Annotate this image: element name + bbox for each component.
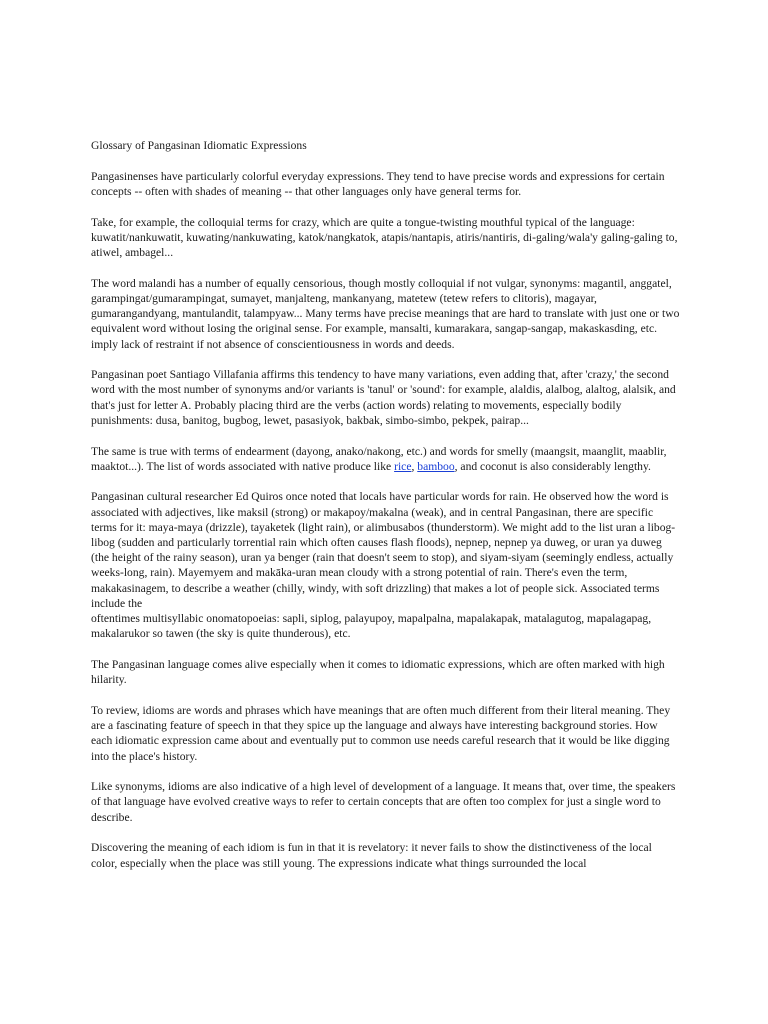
document-body [91,138,681,886]
rice-link[interactable]: rice [394,459,412,473]
paragraph-intro: Pangasinenses have particularly colorful everyday expressions. They tend to have precise words and expressions for certain concepts -- often with shades of meaning -- that other languages only have general terms for. [91,169,665,198]
paragraph-idioms-discovery: Discovering the meaning of each idiom is fun in that it is revelatory: it never fails to show the distinctiveness of the local color, especially when the place was still young. The expressions indicate what things surrounded the local [91,841,652,870]
paragraph-crazy-terms: Take, for example, the colloquial terms for crazy, which are quite a tongue-twisting mouthful typical of the language: kuwatit/nankuwatit, kuwating/nankuwating, katok/nangkatok, atapis/nantapis, atiris/nantiris, di-galing/wala'y galing-galing to, atiwel, ambagel... [91,215,678,260]
paragraph-idiomatic-alive: The Pangasinan language comes alive especially when it comes to idiomatic expressions, which are often marked with high hilarity. [91,657,665,687]
paragraph-endearment-text-1: The same is true with terms of endearment (dayong, anako/nakong, etc.) and words for smelly (maangsit, maanglit, maablir, maaktot...). The list of words associated with native produce like [91,444,667,473]
paragraph-endearment-separator: , [411,459,418,473]
paragraph-malandi-synonyms: The word malandi has a number of equally censorious, though mostly colloquial if not vulgar, synonyms: magantil, anggatel, garampingat/gumarampingat, sumayet, manjalteng, mankanyang, matetew (tetew refers to clitoris), magayar, gumarangandyang, mantulandit, talampyaw... Many terms have precise meanings that are hard to translate with just one or two equivalent word without losing the original sense. For example, mansalti, kumarakara, sangap-sangap, makaskasding, etc. imply lack of restraint if not absence of conscientiousness in words and deeds. [91,276,680,351]
paragraph-rain-terms-part-1: Pangasinan cultural researcher Ed Quiros once noted that locals have particular words for rain. He observed how the word is associated with adjectives, like maksil (strong) or makapoy/makalna (weak), and in central Pangasinan, there are specific terms for it: maya-maya (drizzle), tayaketek (light rain), or alimbusabos (thunderstorm). We might add to the list uran a libog-libog (sudden and particularly torrential rain which often causes flash floods), nepnep, nepnep ya duweg, or uran ya duweg (the height of the rainy season), uran ya benger (rain that doesn't seem to stop), and siyam-siyam (seemingly endless, actually weeks-long, rain). Mayemyem and makāka-uran mean cloudy with a strong potential of rain. There's even the term, makakasinagem, to describe a weather (chilly, windy, with soft drizzling) that makes a lot of people sick. Associated terms include the [91,490,676,610]
document-title: Glossary of Pangasinan Idiomatic Expressions [91,139,307,152]
bamboo-link[interactable]: bamboo [417,459,455,473]
paragraph-idioms-review: To review, idioms are words and phrases which have meanings that are often much different from their literal meaning. They are a fascinating feature of speech in that they spice up the language and always have interesting background stories. How each idiomatic expression came about and eventually put to common use needs careful research that it would be like digging into the place's history. [91,703,671,763]
paragraph-villafania: Pangasinan poet Santiago Villafania affirms this tendency to have many variations, even adding that, after 'crazy,' the second word with the most number of synonyms and/or variants is 'tanul' or 'sound': for example, alaldis, alalbog, alaltog, alalsik, and that's just for letter A. Probably placing third are the verbs (action words) relating to movements, especially bodily punishments: dusa, banitog, bugbog, lewet, pasasiyok, bakbak, simbo-simbo, pekpek, pairap... [91,368,676,427]
paragraph-rain-terms-part-2: oftentimes multisyllabic onomatopoeias: sapli, siplog, palayupoy, mapalpalna, mapalakapak, matalagutog, mapalagapag, makalarukor so tawen (the sky is quite thunderous), etc. [91,612,652,641]
paragraph-endearment-text-2: , and coconut is also considerably lengthy. [454,459,651,473]
paragraph-endearment [91,444,681,474]
paragraph-rain-terms [91,489,681,641]
paragraph-idioms-development: Like synonyms, idioms are also indicative of a high level of development of a language. It means that, over time, the speakers of that language have evolved creative ways to refer to certain concepts that are often too complex for just a single word to describe. [91,780,676,824]
